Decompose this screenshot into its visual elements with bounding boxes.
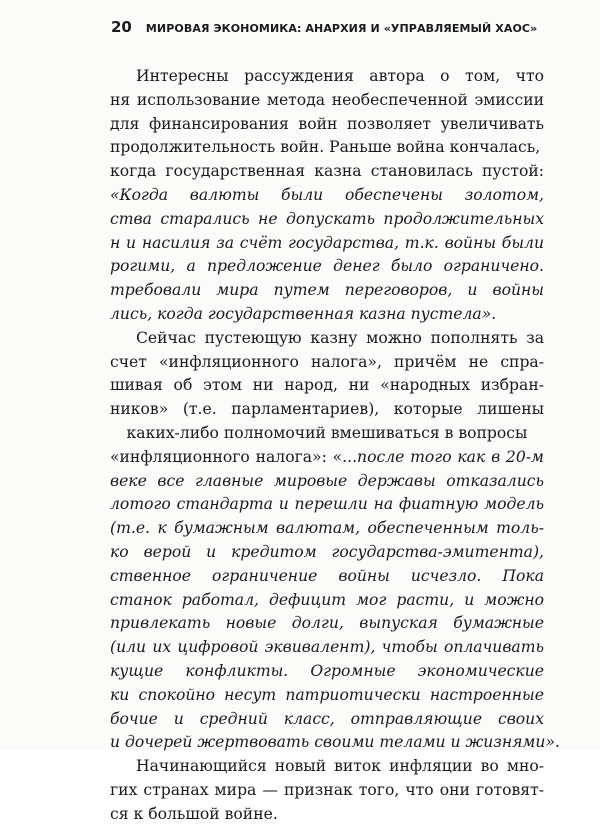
text-line: Интересны рассуждения автора о том, что — [136, 67, 544, 85]
text-line: (т.е. к бумажным валютам, обеспеченным толь- — [110, 519, 544, 538]
text-line: веке все главные мировые державы отказались — [110, 471, 544, 490]
text-line: счет «инфляционного налога», причём не спра- — [110, 352, 544, 371]
body-text — [110, 65, 560, 827]
italic-text-run: ...после того как в 20-м — [342, 447, 544, 466]
text-line: кущие конфликты. Огромные экономические — [110, 661, 544, 680]
text-line: н и насилия за счёт государства, т.к. войны были — [110, 233, 544, 252]
text-line: требовали мира путем переговоров, и войны — [110, 281, 544, 300]
text-line: и дочерей жертвовать своими телами и жизнями». — [110, 733, 560, 752]
text-line: (или их цифровой эквивалент), чтобы оплачивать — [110, 638, 544, 657]
text-line: когда государственная казна становилась пустой: — [110, 162, 544, 181]
text-line: ников» (т.е. парламентариев), которые лишены — [110, 400, 544, 419]
text-line: ки спокойно несут патриотически настроенные — [110, 685, 544, 704]
text-line: ственное ограничение войны исчезло. Пока — [110, 566, 544, 585]
text-line: Сейчас пустеющую казну можно пополнять за — [136, 328, 544, 347]
text-line: ся к большой войне. — [110, 804, 278, 823]
text-line: ня использование метода необеспеченной эмиссии — [110, 90, 544, 109]
running-header — [111, 18, 537, 36]
page-number: 20 — [111, 18, 132, 36]
text-line: ства старались не допускать продолжительных — [110, 209, 544, 228]
text-line: рогими, а предложение денег было ограничено. — [110, 257, 544, 276]
text-line: Начинающийся новый виток инфляции во мно- — [136, 757, 544, 776]
text-line: лись, когда государственная казна пустела». — [110, 304, 497, 323]
text-line: каких-либо полномочий вмешиваться в вопросы — [126, 423, 528, 442]
text-line: гих странах мира — признак того, что они готовят- — [110, 780, 544, 799]
text-line: для финансирования войн позволяет увеличивать — [110, 114, 544, 133]
text-line: бочие и средний класс, отправляющие своих — [110, 709, 544, 728]
running-title: МИРОВАЯ ЭКОНОМИКА: АНАРХИЯ И «УПРАВЛЯЕМЫЙ ХАОС» — [145, 22, 538, 35]
text-line — [110, 446, 544, 470]
text-line: лотого стандарта и перешли на фиатную модель — [110, 495, 544, 514]
text-line: ко верой и кредитом государства-эмитента), — [110, 542, 544, 561]
text-line: шивая об этом ни народ, ни «народных избран- — [110, 376, 544, 395]
text-line: продолжительность войн. Раньше война кончалась, — [110, 138, 541, 157]
text-line: станок работал, дефицит мог расти, и можно — [110, 590, 544, 609]
text-run: «инфляционного налога»: « — [110, 447, 343, 466]
text-line: привлекать новые долги, выпуская бумажные — [110, 614, 544, 633]
text-line: «Когда валюты были обеспечены золотом, — [110, 185, 544, 204]
